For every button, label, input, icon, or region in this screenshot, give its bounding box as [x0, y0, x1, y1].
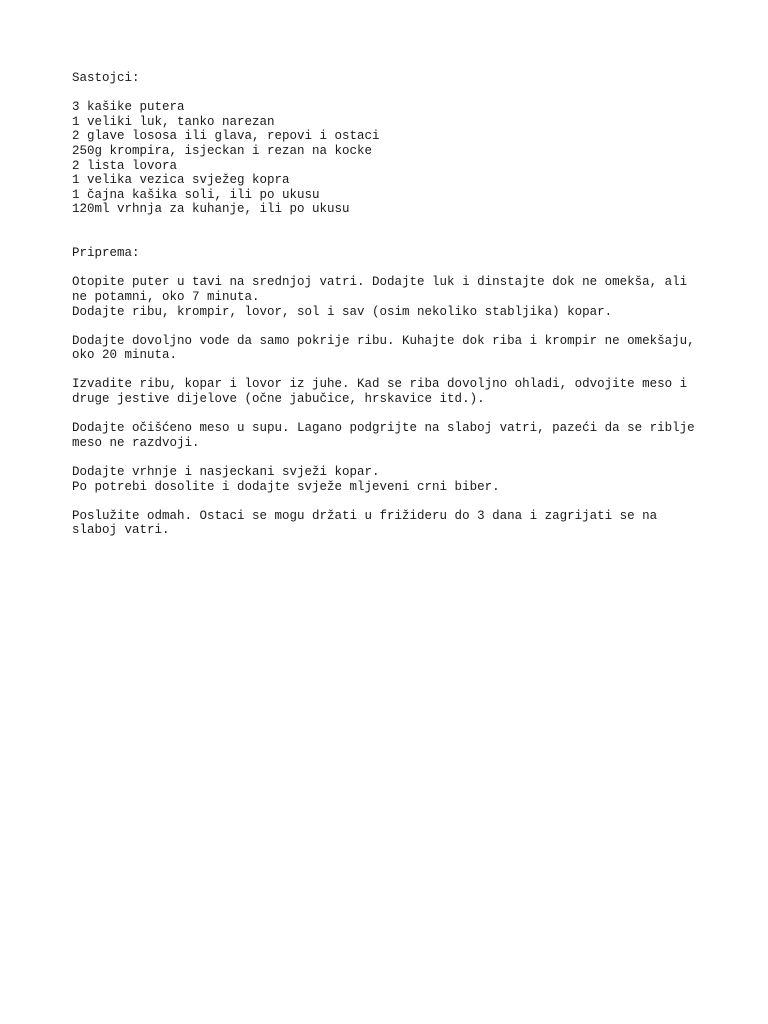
preparation-steps — [72, 275, 712, 538]
ingredient-item: 2 glave lososa ili glava, repovi i ostaci — [72, 129, 380, 144]
step-line: slaboj vatri. — [72, 523, 170, 538]
preparation-step — [72, 421, 712, 450]
preparation-step — [72, 377, 712, 406]
ingredients-heading: Sastojci: — [72, 71, 140, 85]
step-line: Dodajte ribu, krompir, lovor, sol i sav (osim nekoliko stabljika) kopar. — [72, 304, 613, 319]
preparation-step — [72, 465, 712, 494]
ingredient-item: 2 lista lovora — [72, 158, 178, 173]
ingredients-list — [72, 100, 712, 217]
preparation-heading: Priprema: — [72, 246, 140, 261]
step-line: Dodajte vrhnje i nasjeckani svježi kopar. — [72, 465, 380, 480]
step-line: Po potrebi dosolite i dodajte svježe mljeveni crni biber. — [72, 479, 500, 494]
step-line: Dodajte očišćeno meso u supu. Lagano podgrijte na slaboj vatri, pazeći da se riblje — [72, 421, 695, 436]
step-line: oko 20 minuta. — [72, 348, 178, 363]
step-line: Poslužite odmah. Ostaci se mogu držati u frižideru do 3 dana i zagrijati se na — [72, 508, 658, 523]
ingredient-item: 3 kašike putera — [72, 100, 185, 115]
step-line: ne potamni, oko 7 minuta. — [72, 289, 260, 304]
ingredient-item: 120ml vrhnja za kuhanje, ili po ukusu — [72, 202, 350, 217]
step-line: meso ne razdvoji. — [72, 435, 200, 450]
step-line: Izvadite ribu, kopar i lovor iz juhe. Kad se riba dovoljno ohladi, odvojite meso i — [72, 377, 688, 392]
preparation-step — [72, 334, 712, 363]
step-line: druge jestive dijelove (očne jabučice, hrskavice itd.). — [72, 392, 485, 407]
step-line: Otopite puter u tavi na srednjoj vatri. Dodajte luk i dinstajte dok ne omekša, ali — [72, 275, 688, 290]
preparation-step — [72, 275, 712, 319]
step-line: Dodajte dovoljno vode da samo pokrije ribu. Kuhajte dok riba i krompir ne omekšaju, — [72, 333, 695, 348]
ingredient-item: 1 velika vezica svježeg kopra — [72, 173, 290, 188]
ingredient-item: 250g krompira, isjeckan i rezan na kocke — [72, 143, 373, 158]
preparation-step — [72, 509, 712, 538]
ingredient-item: 1 čajna kašika soli, ili po ukusu — [72, 187, 320, 202]
recipe-document — [72, 71, 712, 553]
ingredient-item: 1 veliki luk, tanko narezan — [72, 114, 275, 129]
